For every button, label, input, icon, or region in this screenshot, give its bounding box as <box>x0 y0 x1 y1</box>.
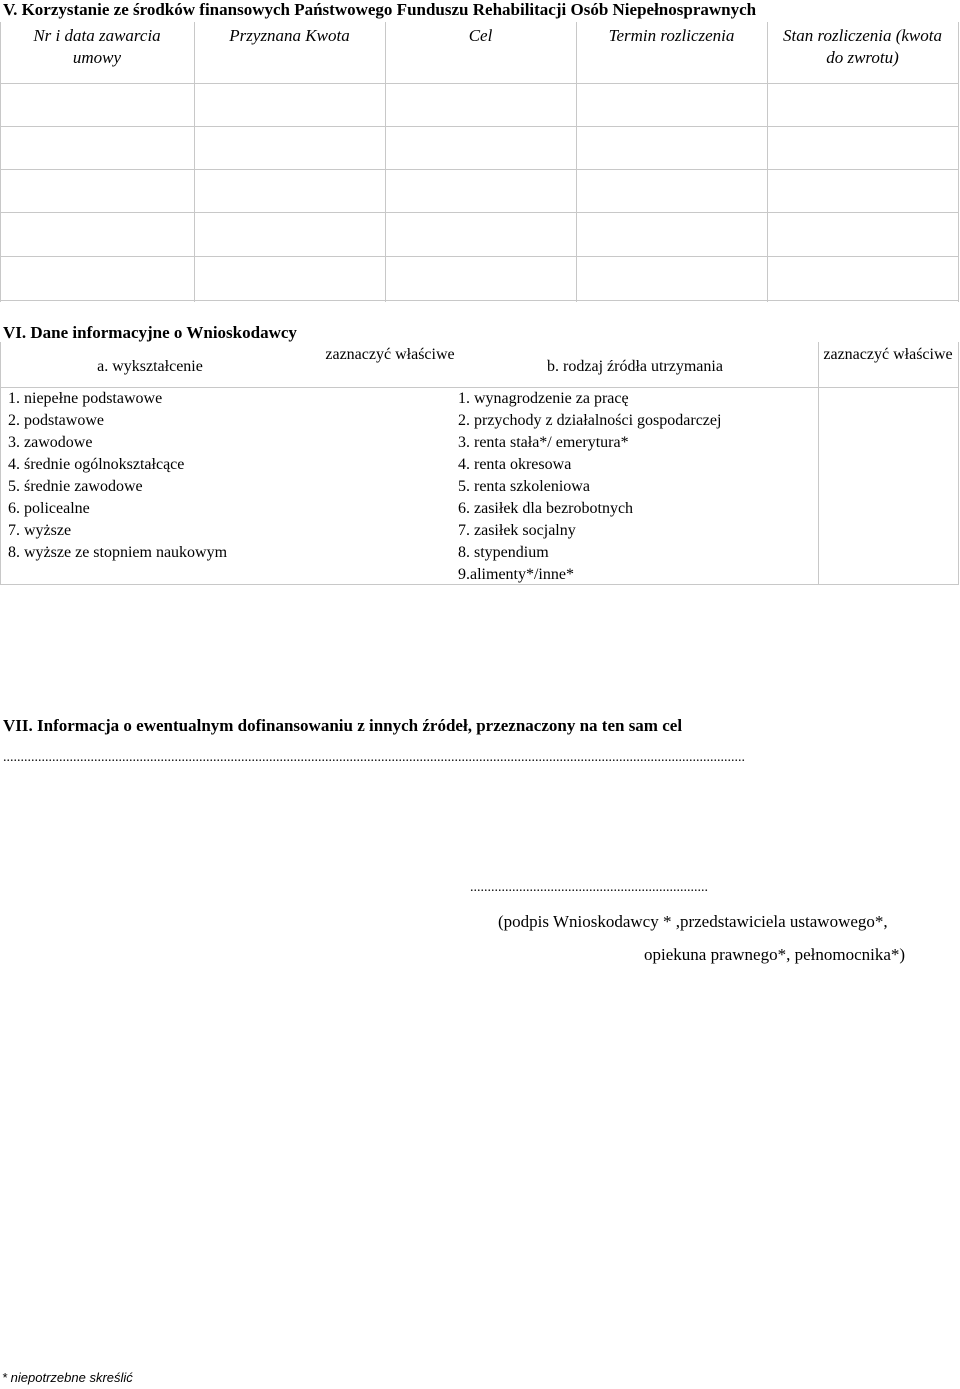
education-item: 3. zawodowe <box>8 434 93 451</box>
income-item: 9.alimenty*/inne* <box>458 566 574 583</box>
income-item: 3. renta stała*/ emerytura* <box>458 434 629 451</box>
signature-caption-line2: opiekuna prawnego*, pełnomocnika*) <box>644 945 906 964</box>
education-item: 7. wyższe <box>8 522 72 539</box>
section-vi-table <box>0 342 960 586</box>
section-vii-title: VII. Informacja o ewentualnym dofinansowaniu z innych źródeł, przeznaczony na ten sam cel <box>3 716 683 735</box>
income-item: 4. renta okresowa <box>458 456 572 473</box>
income-item: 6. zasiłek dla bezrobotnych <box>458 500 634 517</box>
signature-dotted-line: .................................................................... <box>470 880 708 895</box>
education-item: 5. średnie zawodowe <box>8 478 143 495</box>
header-purpose: Cel <box>468 26 493 45</box>
income-header: b. rodzaj źródła utrzymania <box>547 358 723 375</box>
income-mark-header: zaznaczyć właściwe <box>823 346 953 363</box>
income-item: 5. renta szkoleniowa <box>458 478 590 495</box>
education-item: 4. średnie ogólnokształcące <box>8 456 185 473</box>
cofinancing-dotted-line: .................................................................................................................................................................................................................... <box>3 750 745 765</box>
education-header: a. wykształcenie <box>97 358 203 375</box>
income-item: 1. wynagrodzenie za pracę <box>458 390 629 407</box>
income-item: 2. przychody z działalności gospodarczej <box>458 412 722 429</box>
income-item: 8. stypendium <box>458 544 549 561</box>
income-item: 7. zasiłek socjalny <box>458 522 576 539</box>
education-item: 6. policealne <box>8 500 90 517</box>
header-settlement-date: Termin rozliczenia <box>608 26 735 45</box>
section-v-table <box>0 22 960 302</box>
header-contract: Nr i data zawarcia umowy <box>33 26 161 67</box>
education-mark-header: zaznaczyć właściwe <box>325 346 455 363</box>
header-settlement-status: Stan rozliczenia (kwota do zwrotu) <box>783 26 942 67</box>
education-item: 1. niepełne podstawowe <box>8 390 163 407</box>
signature-caption-line1: (podpis Wnioskodawcy * ,przedstawiciela ustawowego*, <box>498 912 888 931</box>
footnote: * niepotrzebne skreślić <box>2 1370 133 1385</box>
education-item: 2. podstawowe <box>8 412 104 429</box>
education-item: 8. wyższe ze stopniem naukowym <box>8 544 228 561</box>
section-v-title: V. Korzystanie ze środków finansowych Państwowego Funduszu Rehabilitacji Osób Niepełnosprawnych <box>3 0 757 19</box>
section-vi-title: VI. Dane informacyjne o Wnioskodawcy <box>3 323 297 342</box>
header-amount: Przyznana Kwota <box>229 26 350 45</box>
